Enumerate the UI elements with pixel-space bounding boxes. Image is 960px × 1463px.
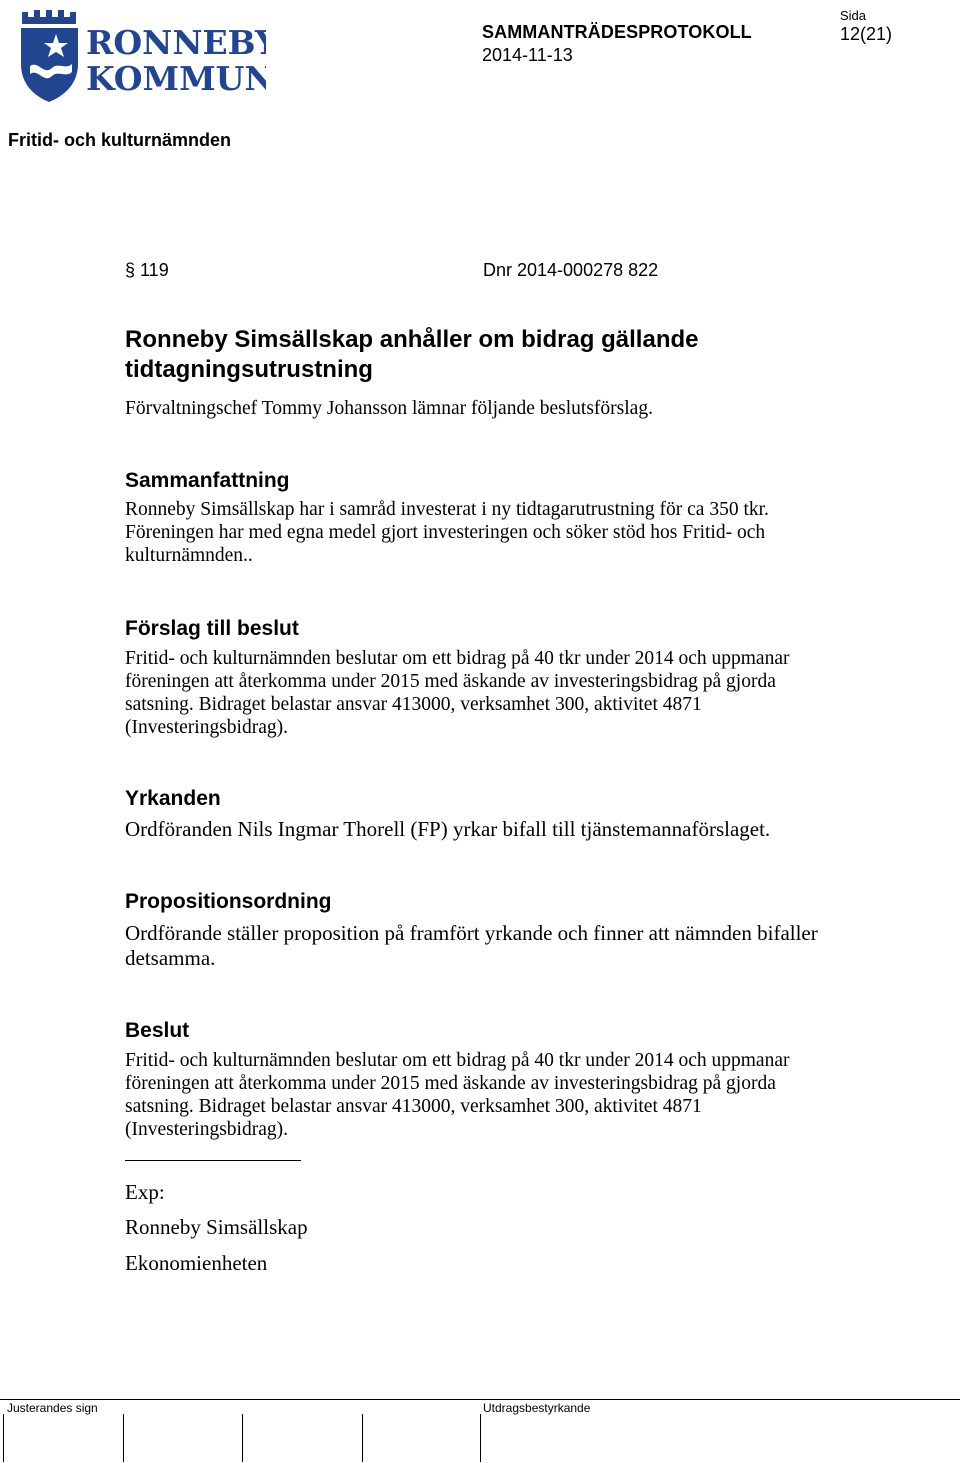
footer-extract-label: Utdragsbestyrkande (483, 1401, 591, 1415)
proposal-heading: Förslag till beslut (125, 617, 299, 640)
logo-line-2: KOMMUN (86, 59, 266, 98)
summary-text: Ronneby Simsällskap har i samråd investerat i ny tidtagarutrustning för ca 350 tkr. Föreningen har med egna medel gjort investeringen och söker stöd hos Fritid- och kulturnämnden.. (125, 499, 769, 566)
meeting-date: 2014-11-13 (482, 45, 573, 65)
footer-sign-label: Justerandes sign (7, 1401, 98, 1415)
separator-rule (125, 1160, 301, 1161)
decision-text: Fritid- och kulturnämnden beslutar om ett bidrag på 40 tkr under 2014 och uppmanar föreningen att återkomma under 2015 med äskande av investeringsbidrag på gjorda satsning. Bidraget belastar ansvar 413000, verksamhet 300, aktivitet 4871 (Investeringsbidrag). (125, 1050, 790, 1140)
municipality-logo (16, 6, 266, 104)
decision-heading: Beslut (125, 1019, 190, 1042)
signature-box-divider (362, 1414, 363, 1462)
document-type: SAMMANTRÄDESPROTOKOLL (482, 22, 752, 42)
propositions-heading: Propositionsordning (125, 890, 332, 913)
expedition-recipient: Ronneby Simsällskap (125, 1215, 308, 1239)
page-number: 12(21) (840, 24, 893, 44)
signature-box-divider (123, 1414, 124, 1462)
case-paragraph-number: § 119 (125, 260, 169, 280)
propositions-text: Ordförande ställer proposition på framfört yrkande och finner att nämnden bifaller detsamma. (125, 921, 818, 970)
case-title: Ronneby Simsällskap anhåller om bidrag gällande tidtagningsutrustning (125, 326, 699, 383)
logo-line-1: RONNEBY (86, 23, 266, 62)
signature-box-divider (3, 1414, 4, 1462)
committee-name: Fritid- och kulturnämnden (8, 130, 231, 150)
claims-text: Ordföranden Nils Ingmar Thorell (FP) yrkar bifall till tjänstemannaförslaget. (125, 817, 771, 841)
signature-box-divider (480, 1414, 481, 1462)
footer-divider (0, 1399, 960, 1400)
case-dnr: Dnr 2014-000278 822 (483, 260, 659, 280)
coat-of-arms-icon (16, 6, 266, 104)
signature-box-divider (242, 1414, 243, 1462)
claims-heading: Yrkanden (125, 787, 221, 810)
intro-text: Förvaltningschef Tommy Johansson lämnar följande beslutsförslag. (125, 398, 653, 419)
expedition-label: Exp: (125, 1180, 165, 1204)
proposal-text: Fritid- och kulturnämnden beslutar om ett bidrag på 40 tkr under 2014 och uppmanar föreningen att återkomma under 2015 med äskande av investeringsbidrag på gjorda satsning. Bidraget belastar ansvar 413000, verksamhet 300, aktivitet 4871 (Investeringsbidrag). (125, 648, 790, 738)
summary-heading: Sammanfattning (125, 469, 290, 492)
page-label: Sida (840, 8, 867, 23)
expedition-recipient: Ekonomienheten (125, 1251, 268, 1275)
